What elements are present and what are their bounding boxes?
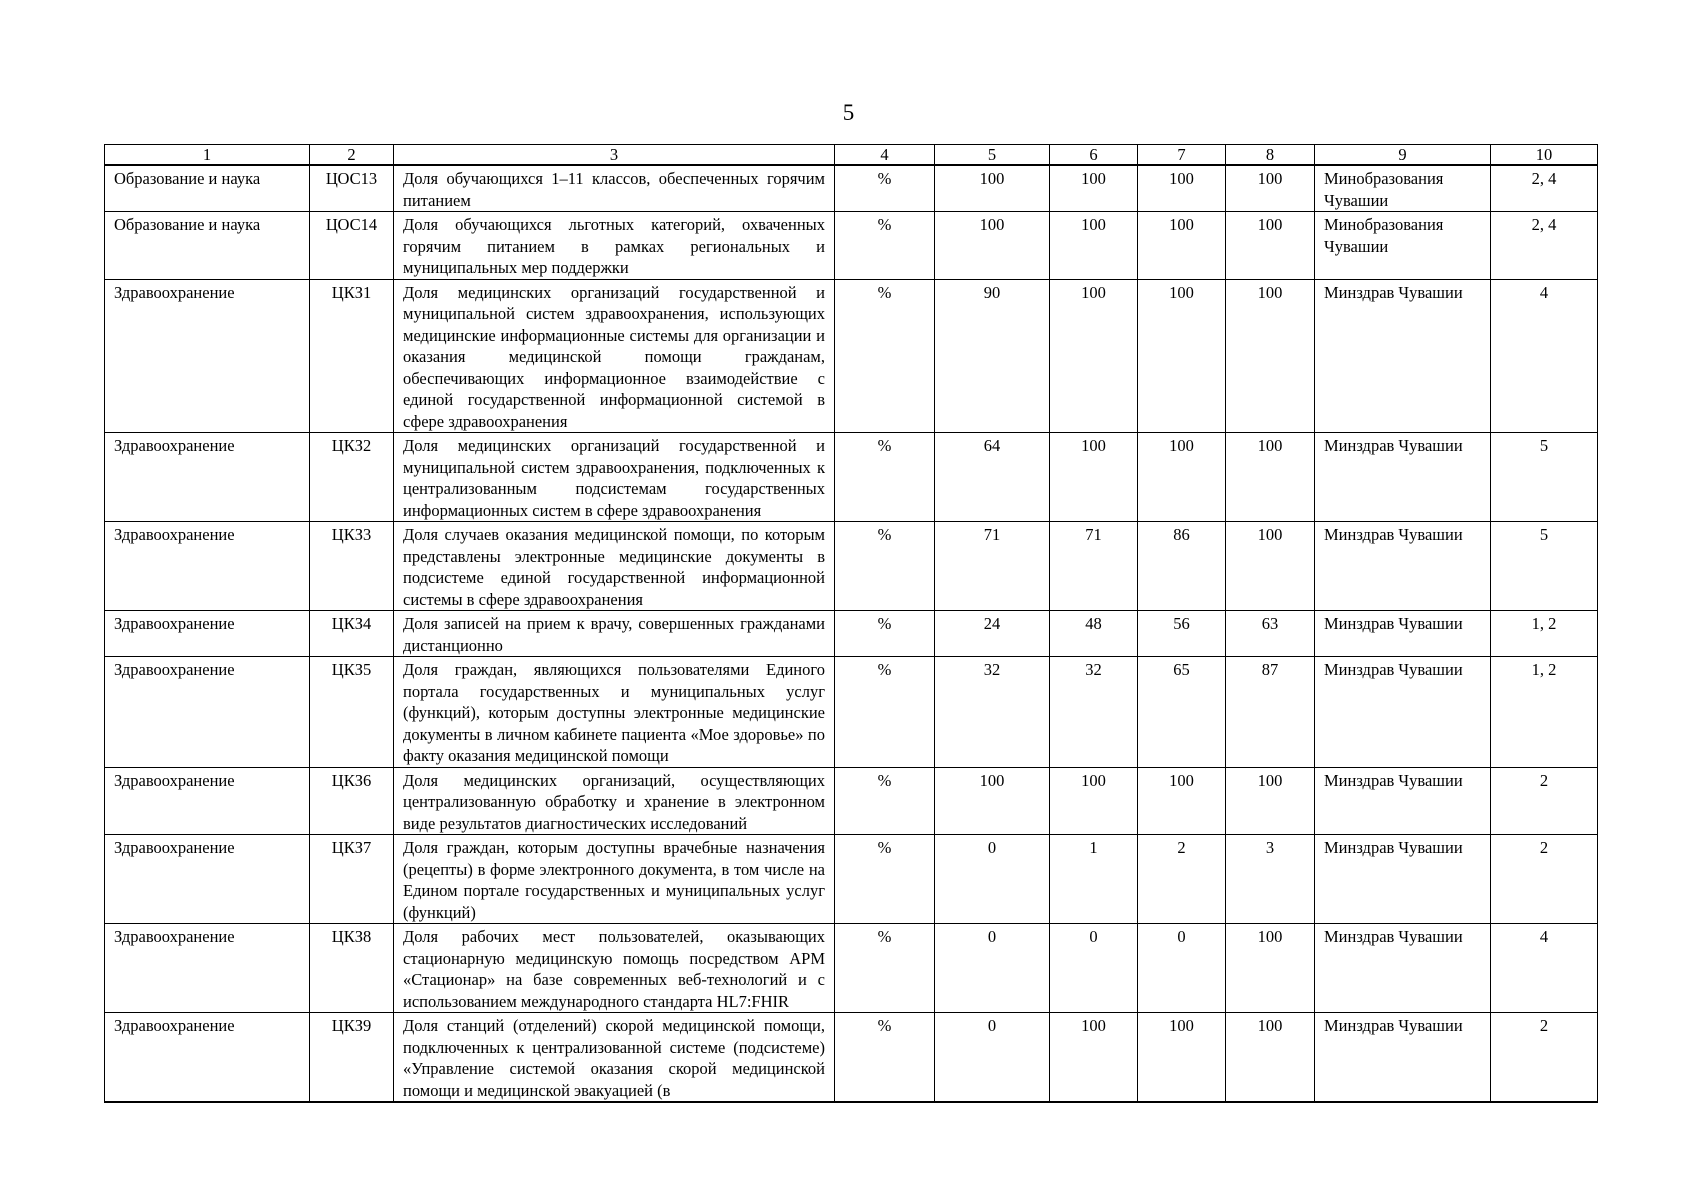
- table-row: [105, 835, 1598, 924]
- code-cell: ЦКЗ4: [310, 611, 394, 657]
- sector-cell: Здравоохранение: [105, 279, 310, 433]
- value-col6-cell: 100: [1050, 767, 1138, 835]
- reference-cell: 5: [1491, 522, 1598, 611]
- value-col6-cell: 0: [1050, 924, 1138, 1013]
- reference-cell: 2: [1491, 767, 1598, 835]
- sector-cell: Здравоохранение: [105, 1013, 310, 1103]
- table-row: [105, 433, 1598, 522]
- value-col7-cell: 65: [1138, 657, 1226, 768]
- sector-cell: Здравоохранение: [105, 767, 310, 835]
- table-body: [105, 165, 1598, 1102]
- value-col7-cell: 0: [1138, 924, 1226, 1013]
- value-col8-cell: 3: [1226, 835, 1315, 924]
- reference-cell: 2, 4: [1491, 165, 1598, 212]
- unit-cell: %: [835, 279, 935, 433]
- value-col8-cell: 87: [1226, 657, 1315, 768]
- unit-cell: %: [835, 212, 935, 280]
- value-col8-cell: 100: [1226, 212, 1315, 280]
- sector-cell: Здравоохранение: [105, 522, 310, 611]
- sector-cell: Образование и наука: [105, 165, 310, 212]
- value-col5-cell: 0: [935, 835, 1050, 924]
- reference-cell: 4: [1491, 924, 1598, 1013]
- code-cell: ЦОС14: [310, 212, 394, 280]
- value-col5-cell: 71: [935, 522, 1050, 611]
- responsible-agency-cell: Минздрав Чувашии: [1315, 835, 1491, 924]
- value-col8-cell: 100: [1226, 1013, 1315, 1103]
- responsible-agency-cell: Минздрав Чувашии: [1315, 433, 1491, 522]
- value-col8-cell: 100: [1226, 522, 1315, 611]
- description-cell: Доля записей на прием к врачу, совершенных гражданами дистанционно: [394, 611, 835, 657]
- reference-cell: 5: [1491, 433, 1598, 522]
- value-col5-cell: 100: [935, 212, 1050, 280]
- value-col6-cell: 48: [1050, 611, 1138, 657]
- value-col7-cell: 100: [1138, 279, 1226, 433]
- responsible-agency-cell: Минздрав Чувашии: [1315, 1013, 1491, 1103]
- unit-cell: %: [835, 1013, 935, 1103]
- code-cell: ЦКЗ6: [310, 767, 394, 835]
- responsible-agency-cell: Минздрав Чувашии: [1315, 611, 1491, 657]
- table-row: [105, 165, 1598, 212]
- unit-cell: %: [835, 522, 935, 611]
- table-row: [105, 657, 1598, 768]
- responsible-agency-cell: Минздрав Чувашии: [1315, 657, 1491, 768]
- reference-cell: 1, 2: [1491, 611, 1598, 657]
- value-col8-cell: 100: [1226, 433, 1315, 522]
- value-col6-cell: 100: [1050, 165, 1138, 212]
- value-col6-cell: 100: [1050, 279, 1138, 433]
- sector-cell: Здравоохранение: [105, 433, 310, 522]
- code-cell: ЦКЗ1: [310, 279, 394, 433]
- column-number-7: 7: [1138, 145, 1226, 166]
- description-cell: Доля обучающихся льготных категорий, охваченных горячим питанием в рамках региональных и муниципальных мер поддержки: [394, 212, 835, 280]
- unit-cell: %: [835, 767, 935, 835]
- table-row: [105, 924, 1598, 1013]
- code-cell: ЦКЗ3: [310, 522, 394, 611]
- value-col6-cell: 100: [1050, 433, 1138, 522]
- value-col6-cell: 71: [1050, 522, 1138, 611]
- unit-cell: %: [835, 924, 935, 1013]
- reference-cell: 2, 4: [1491, 212, 1598, 280]
- value-col5-cell: 100: [935, 767, 1050, 835]
- value-col8-cell: 100: [1226, 767, 1315, 835]
- column-number-3: 3: [394, 145, 835, 166]
- value-col6-cell: 1: [1050, 835, 1138, 924]
- value-col7-cell: 56: [1138, 611, 1226, 657]
- unit-cell: %: [835, 611, 935, 657]
- description-cell: Доля рабочих мест пользователей, оказывающих стационарную медицинскую помощь посредством АРМ «Стационар» на базе современных веб-технологий и с использованием международного стандарта HL7:FHIR: [394, 924, 835, 1013]
- indicators-table: [104, 144, 1598, 1103]
- reference-cell: 4: [1491, 279, 1598, 433]
- value-col5-cell: 0: [935, 924, 1050, 1013]
- description-cell: Доля граждан, являющихся пользователями Единого портала государственных и муниципальных услуг (функций), которым доступны электронные медицинские документы в личном кабинете пациента «Мое здоровье» по факту оказания медицинской помощи: [394, 657, 835, 768]
- value-col8-cell: 63: [1226, 611, 1315, 657]
- value-col7-cell: 100: [1138, 212, 1226, 280]
- code-cell: ЦКЗ8: [310, 924, 394, 1013]
- column-number-2: 2: [310, 145, 394, 166]
- responsible-agency-cell: Минобразования Чувашии: [1315, 165, 1491, 212]
- table-row: [105, 767, 1598, 835]
- value-col7-cell: 100: [1138, 433, 1226, 522]
- column-number-row: [105, 145, 1598, 166]
- column-number-9: 9: [1315, 145, 1491, 166]
- column-number-4: 4: [835, 145, 935, 166]
- value-col6-cell: 32: [1050, 657, 1138, 768]
- unit-cell: %: [835, 165, 935, 212]
- code-cell: ЦОС13: [310, 165, 394, 212]
- description-cell: Доля медицинских организаций государственной и муниципальной систем здравоохранения, использующих медицинские информационные системы для организации и оказания медицинской помощи гражданам, обеспечивающих информационное взаимодействие с единой государственной информационной системой в сфере здравоохранения: [394, 279, 835, 433]
- value-col7-cell: 100: [1138, 1013, 1226, 1103]
- code-cell: ЦКЗ2: [310, 433, 394, 522]
- responsible-agency-cell: Минобразования Чувашии: [1315, 212, 1491, 280]
- column-number-10: 10: [1491, 145, 1598, 166]
- value-col7-cell: 100: [1138, 767, 1226, 835]
- reference-cell: 2: [1491, 1013, 1598, 1103]
- value-col6-cell: 100: [1050, 212, 1138, 280]
- value-col5-cell: 90: [935, 279, 1050, 433]
- value-col6-cell: 100: [1050, 1013, 1138, 1103]
- description-cell: Доля граждан, которым доступны врачебные назначения (рецепты) в форме электронного документа, в том числе на Едином портале государственных и муниципальных услуг (функций): [394, 835, 835, 924]
- sector-cell: Здравоохранение: [105, 611, 310, 657]
- value-col8-cell: 100: [1226, 279, 1315, 433]
- table-row: [105, 611, 1598, 657]
- unit-cell: %: [835, 835, 935, 924]
- reference-cell: 1, 2: [1491, 657, 1598, 768]
- value-col5-cell: 32: [935, 657, 1050, 768]
- value-col7-cell: 2: [1138, 835, 1226, 924]
- page-number: 5: [842, 100, 855, 125]
- sector-cell: Здравоохранение: [105, 835, 310, 924]
- code-cell: ЦКЗ5: [310, 657, 394, 768]
- description-cell: Доля станций (отделений) скорой медицинской помощи, подключенных к централизованной системе (подсистеме) «Управление системой оказания скорой медицинской помощи и медицинской эвакуацией (в: [394, 1013, 835, 1103]
- responsible-agency-cell: Минздрав Чувашии: [1315, 924, 1491, 1013]
- table-row: [105, 522, 1598, 611]
- column-number-1: 1: [105, 145, 310, 166]
- value-col5-cell: 0: [935, 1013, 1050, 1103]
- value-col5-cell: 64: [935, 433, 1050, 522]
- table-row: [105, 212, 1598, 280]
- unit-cell: %: [835, 433, 935, 522]
- table-row: [105, 279, 1598, 433]
- value-col7-cell: 86: [1138, 522, 1226, 611]
- value-col7-cell: 100: [1138, 165, 1226, 212]
- column-number-8: 8: [1226, 145, 1315, 166]
- responsible-agency-cell: Минздрав Чувашии: [1315, 279, 1491, 433]
- responsible-agency-cell: Минздрав Чувашии: [1315, 767, 1491, 835]
- description-cell: Доля медицинских организаций государственной и муниципальной систем здравоохранения, подключенных к централизованным подсистемам государственных информационных систем в сфере здравоохранения: [394, 433, 835, 522]
- unit-cell: %: [835, 657, 935, 768]
- description-cell: Доля случаев оказания медицинской помощи, по которым представлены электронные медицинские документы в подсистеме единой государственной информационной системы в сфере здравоохранения: [394, 522, 835, 611]
- value-col8-cell: 100: [1226, 165, 1315, 212]
- value-col5-cell: 100: [935, 165, 1050, 212]
- column-number-6: 6: [1050, 145, 1138, 166]
- column-number-5: 5: [935, 145, 1050, 166]
- table-row: [105, 1013, 1598, 1103]
- sector-cell: Здравоохранение: [105, 657, 310, 768]
- code-cell: ЦКЗ9: [310, 1013, 394, 1103]
- value-col8-cell: 100: [1226, 924, 1315, 1013]
- responsible-agency-cell: Минздрав Чувашии: [1315, 522, 1491, 611]
- description-cell: Доля медицинских организаций, осуществляющих централизованную обработку и хранение в электронном виде результатов диагностических исследований: [394, 767, 835, 835]
- description-cell: Доля обучающихся 1–11 классов, обеспеченных горячим питанием: [394, 165, 835, 212]
- code-cell: ЦКЗ7: [310, 835, 394, 924]
- sector-cell: Образование и наука: [105, 212, 310, 280]
- sector-cell: Здравоохранение: [105, 924, 310, 1013]
- value-col5-cell: 24: [935, 611, 1050, 657]
- reference-cell: 2: [1491, 835, 1598, 924]
